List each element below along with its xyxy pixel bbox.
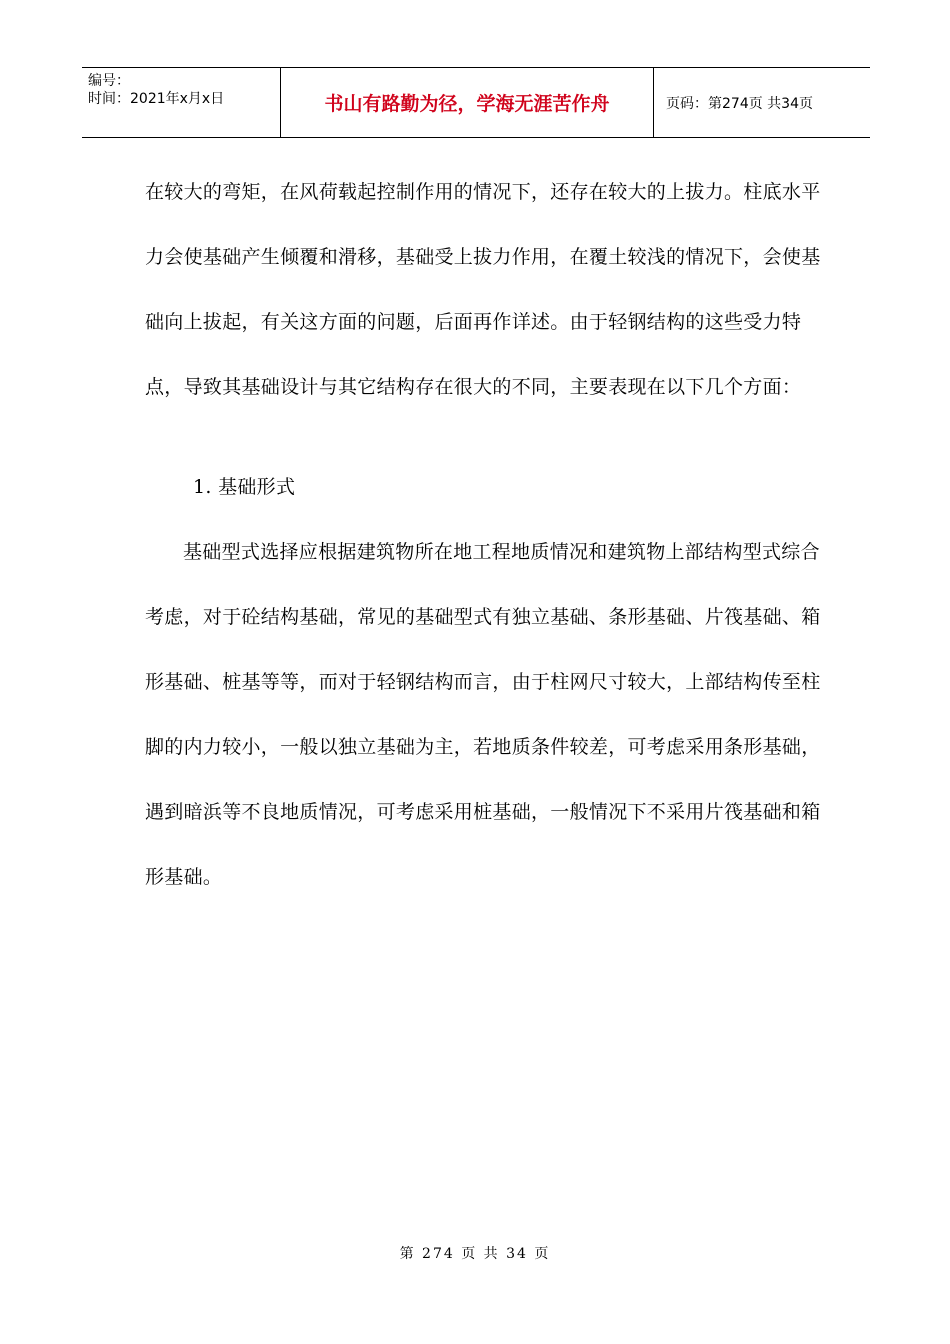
section-paragraph: 基础型式选择应根据建筑物所在地工程地质情况和建筑物上部结构型式综合考虑，对于砼结构基础，常见的基础型式有独立基础、条形基础、片筏基础、箱形基础、桩基等等，而对于轻钢结构而言，由于柱网尺寸较大，上部结构传至柱脚的内力较小，一般以独立基础为主，若地质条件较差，可考虑采用条形基础，遇到暗浜等不良地质情况，可考虑采用桩基础，一般情况下不采用片筏基础和箱形基础。 xyxy=(145,541,821,888)
header-meta xyxy=(82,68,281,137)
page-footer: 第 274 页 共 34 页 xyxy=(399,1246,551,1262)
header-page-info: 页码：第274页 共34页 xyxy=(666,95,813,112)
document-body xyxy=(145,160,825,910)
header-motto: 书山有路勤为径，学海无涯苦作舟 xyxy=(281,68,654,137)
intro-paragraph: 在较大的弯矩，在风荷载起控制作用的情况下，还存在较大的上拔力。柱底水平力会使基础产生倾覆和滑移，基础受上拔力作用，在覆土较浅的情况下，会使基础向上拔起，有关这方面的问题，后面再作详述。由于轻钢结构的这些受力特点，导致其基础设计与其它结构存在很大的不同，主要表现在以下几个方面： xyxy=(145,181,821,398)
spacer xyxy=(145,420,825,455)
page-header xyxy=(82,67,870,138)
section-heading: 1. 基础形式 xyxy=(193,476,296,498)
code-label: 编号： xyxy=(88,73,130,89)
time-label: 时间：2021年x月x日 xyxy=(88,91,225,107)
